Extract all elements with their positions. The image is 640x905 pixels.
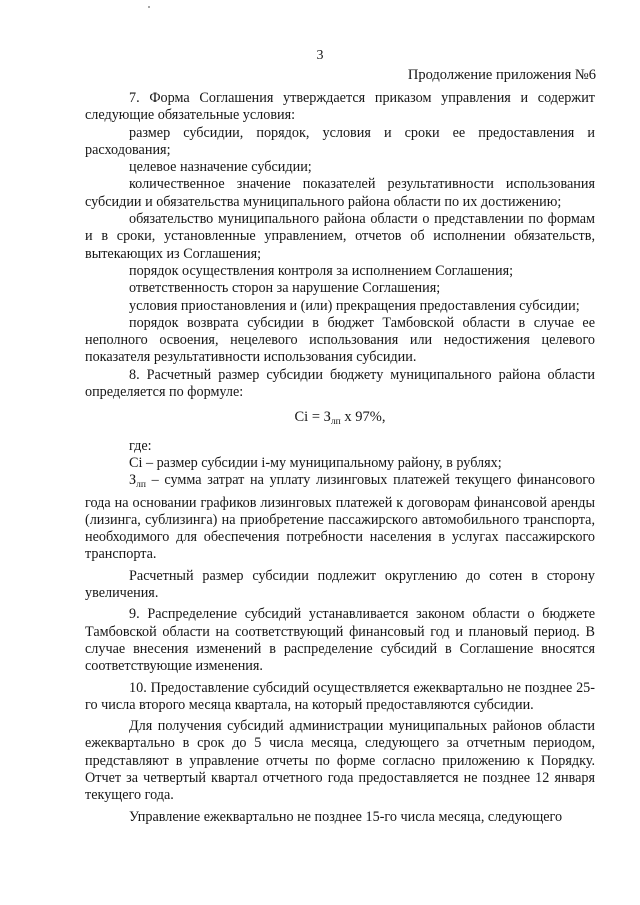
last-paragraph: Управление ежеквартально не позднее 15-го числа месяца, следующего (129, 808, 563, 825)
condition-item: обязательство муниципального района области о представлении по формам и в сроки, установленные управлением, отчетов об исполнении обязательств, вытекающих из Соглашения; (85, 211, 595, 262)
condition-item: порядок осуществления контроля за исполнением Соглашения; (129, 262, 514, 279)
zlp-definition-text: – сумма затрат на уплату лизинговых платежей текущего финансового года на основании графиков лизинговых платежей к договорам финансовой аренды (лизинга, сублизинга) на приобретение пассажирского автомобильного транспорта, необходимого для обеспечения потребности населения в услугах пассажирского транспорта. (85, 472, 595, 563)
where-label: где: (129, 437, 152, 454)
formula-subscript: лп (330, 417, 341, 428)
condition-item: порядок возврата субсидии в бюджет Тамбовской области в случае ее неполного освоения, нецелевого использования или недостижения целевого показателя результативности использования субсидии. (85, 314, 595, 366)
zlp-subscript: лп (136, 480, 146, 491)
scan-speck (148, 6, 150, 8)
zlp-definition (85, 472, 595, 563)
paragraph-9: 9. Распределение субсидий устанавливается законом области о бюджете Тамбовской области на соответствующий финансовый год и плановый период. В случае внесения изменений в распределение субсидий в Соглашение вносятся соответствующие изменения. (85, 606, 595, 675)
condition-item: ответственность сторон за нарушение Соглашения; (129, 280, 441, 297)
condition-item: количественное значение показателей результативности использования субсидии и обязательства муниципального района области по их достижению; (85, 176, 595, 210)
condition-item: целевое назначение субсидии; (129, 159, 312, 176)
formula-left: Сi = З (294, 409, 331, 426)
subsidy-formula (85, 409, 595, 431)
condition-item: размер субсидии, порядок, условия и сроки ее предоставления и расходования; (85, 124, 595, 158)
reports-paragraph: Для получения субсидий администрации муниципальных районов области ежеквартально в срок до 5 числа месяца, следующего за отчетным периодом, представляют в управление отчеты по форме согласно приложению к Порядку. Отчет за четвертый квартал отчетного года предоставляется не позднее 12 января текущего года. (85, 718, 595, 804)
page-number: 3 (316, 48, 324, 63)
ci-definition: Сi – размер субсидии i-му муниципальному району, в рублях; (129, 454, 502, 471)
zlp-symbol: З (129, 472, 137, 489)
paragraph-8: 8. Расчетный размер субсидии бюджету муниципального района области определяется по формуле: (85, 366, 595, 401)
document-body (85, 90, 595, 826)
condition-item: условия приостановления и (или) прекращения предоставления субсидии; (129, 297, 580, 314)
paragraph-10: 10. Предоставление субсидий осуществляется ежеквартально не позднее 25-го числа второго месяца квартала, на который предоставляются субсидии. (85, 679, 595, 713)
rounding-rule: Расчетный размер субсидии подлежит округлению до сотен в сторону увеличения. (85, 567, 595, 602)
paragraph-7: 7. Форма Соглашения утверждается приказом управления и содержит следующие обязательные условия: (85, 90, 595, 124)
formula-right: х 97%, (340, 409, 386, 426)
appendix-continuation-label: Продолжение приложения №6 (407, 67, 596, 83)
